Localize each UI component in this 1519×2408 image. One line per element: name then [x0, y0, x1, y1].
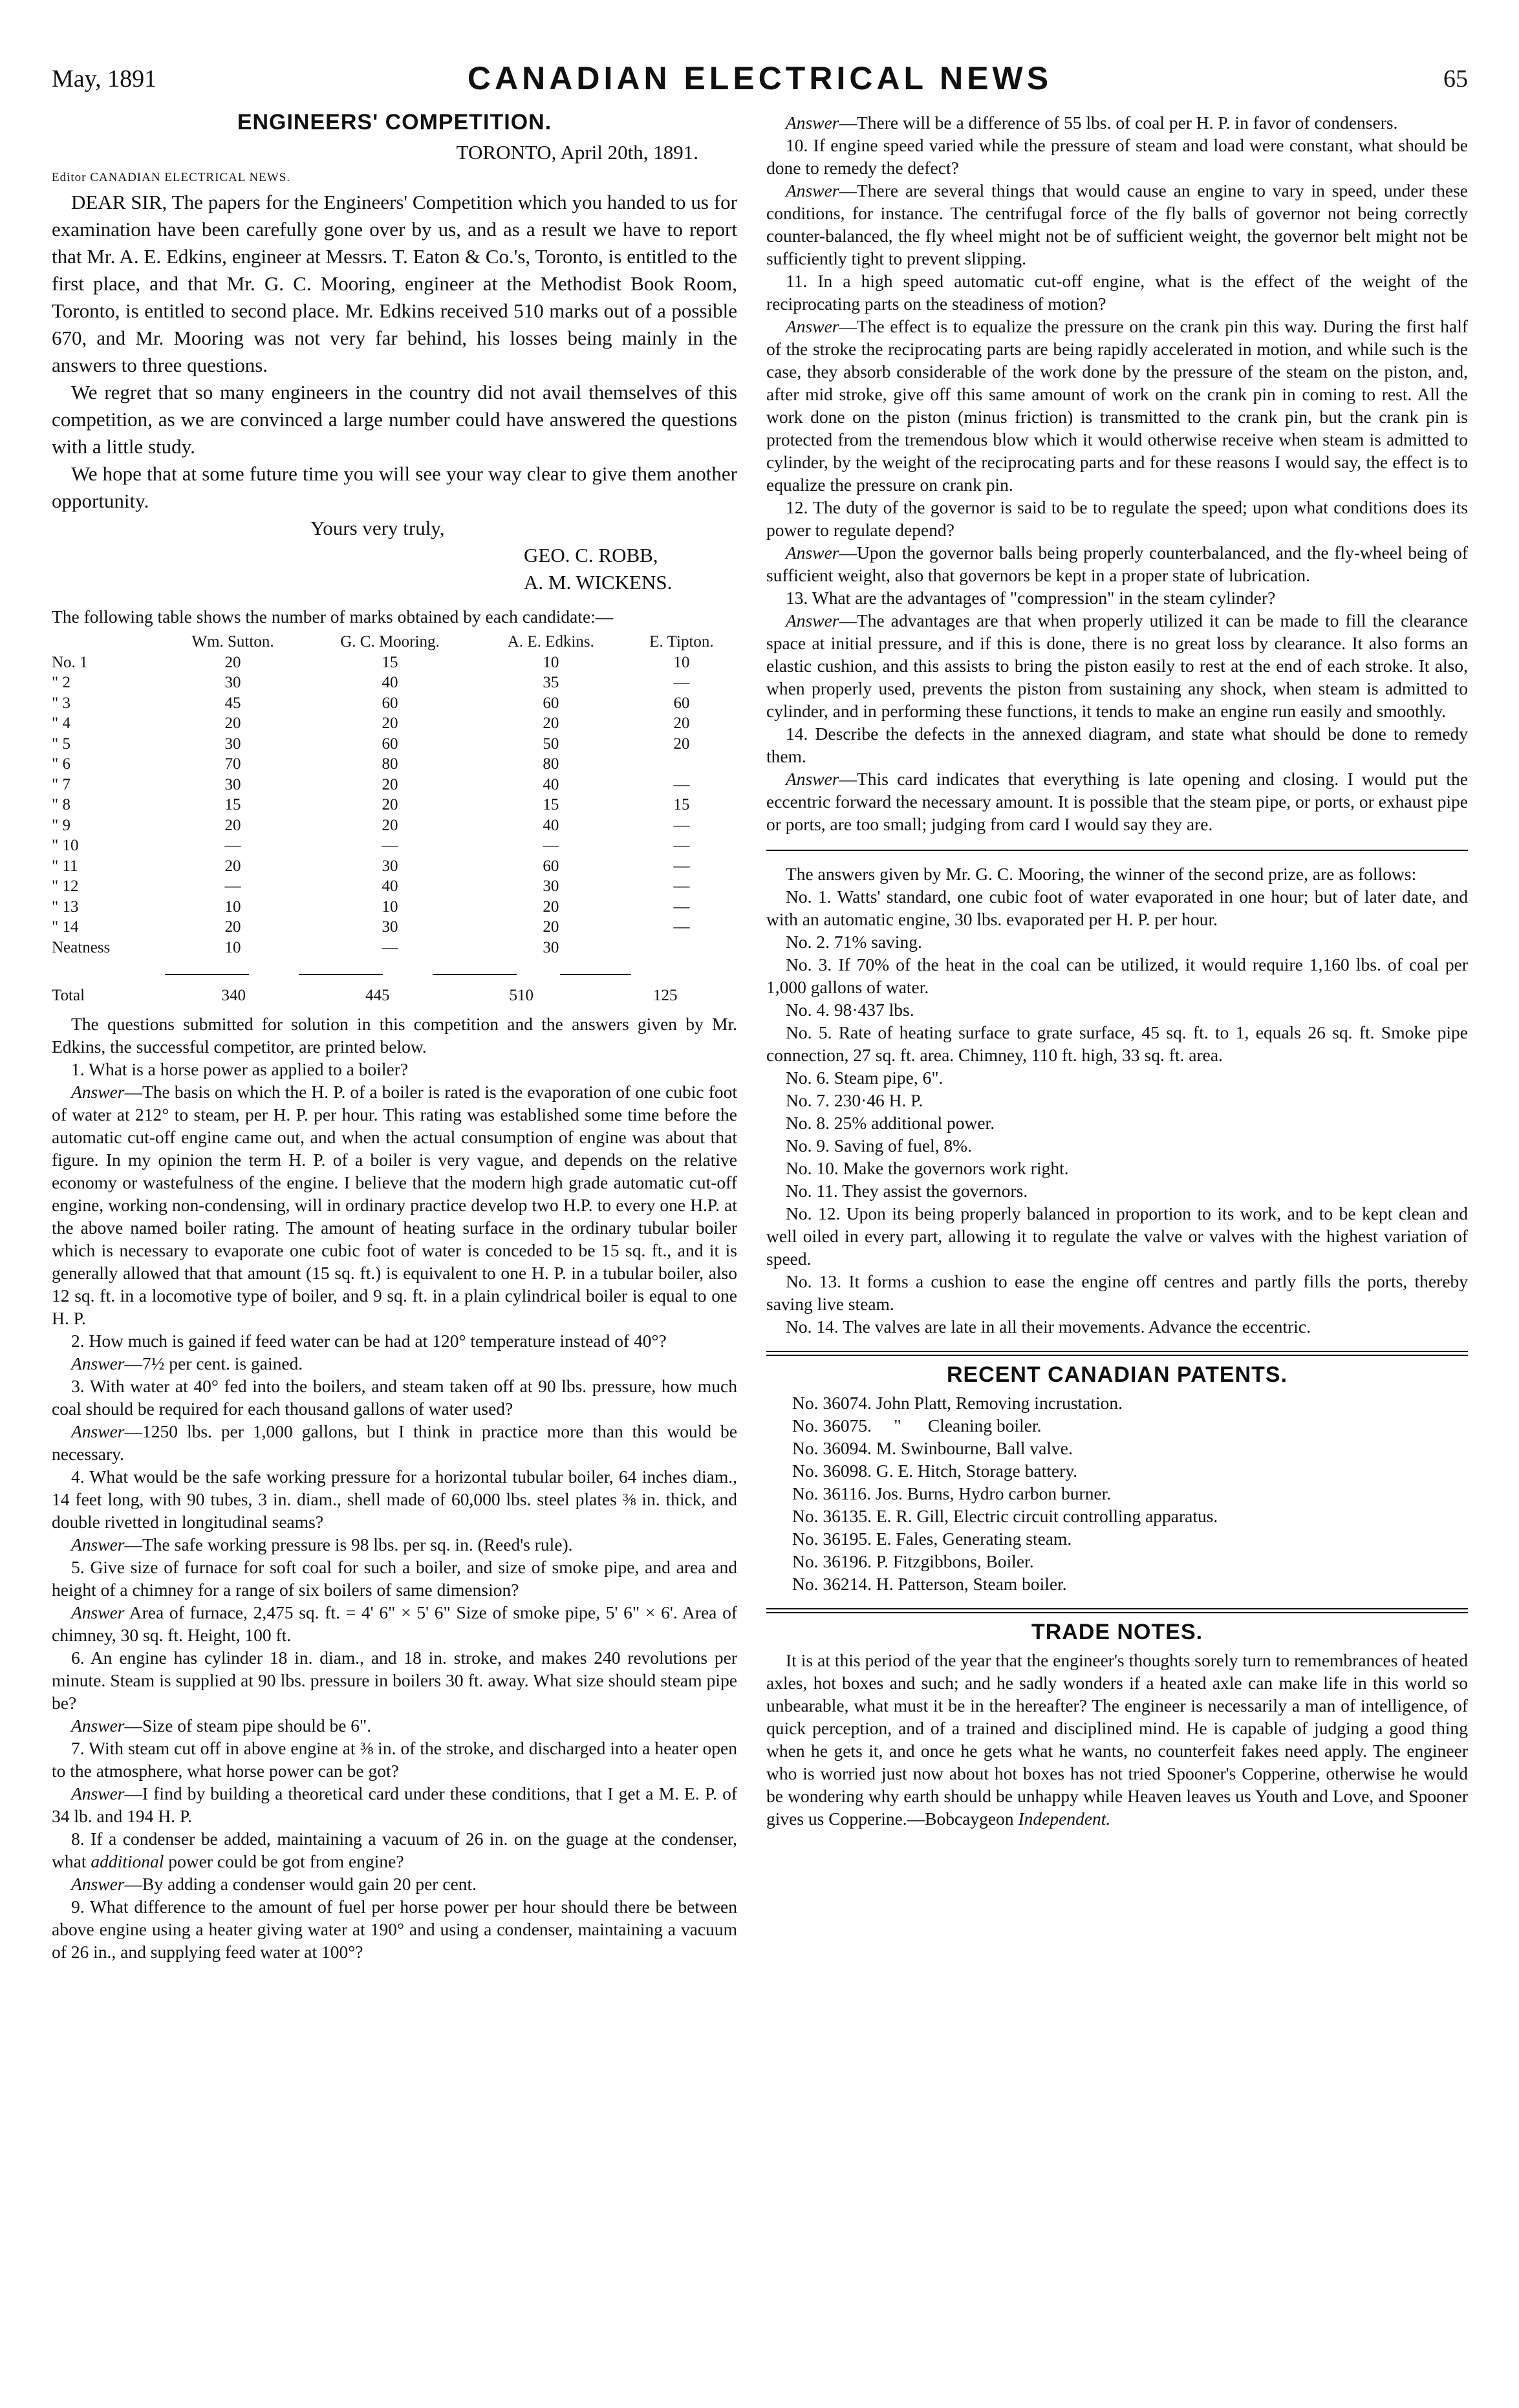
trade-notes-heading: TRADE NOTES. [1031, 1620, 1203, 1644]
list-item: No. 36214. H. Patterson, Steam boiler. [792, 1574, 1067, 1594]
answer-label: Answer [786, 610, 839, 630]
table-cell: 70 [224, 755, 241, 773]
table-cell: 30 [382, 918, 398, 936]
answer-label: Answer [71, 1353, 125, 1373]
patents-heading: RECENT CANADIAN PATENTS. [946, 1362, 1288, 1387]
answer-label: Answer [71, 1602, 125, 1622]
table-cell: 40 [543, 816, 559, 834]
answer-label: Answer [786, 316, 839, 336]
answer-label: Answer [71, 1873, 125, 1894]
table-cell: 60 [543, 857, 559, 875]
table-total-cell: 340 [221, 987, 246, 1004]
right-column [766, 111, 1468, 1830]
table-cell: 60 [673, 694, 690, 712]
answer: Answer—There are several things that would cause an engine to vary in speed, under these conditions, for instance. The centrifugal force of the fly balls of governor not being correctly counter-balanced, the fly wheel might not be of sufficient weight, the governor belt might not be sufficiently tight to prevent slipping. [766, 180, 1468, 268]
table-cell: " 8 [52, 796, 70, 813]
list-item: No. 7. 230·46 H. P. [786, 1090, 923, 1110]
table-row [52, 775, 737, 795]
table-cell: 60 [382, 694, 398, 712]
answer: Answer—There will be a difference of 55 lbs. of coal per H. P. in favor of condensers. [786, 113, 1398, 133]
left-column [52, 111, 737, 1963]
table-cell: 20 [224, 816, 241, 834]
table-cell: 10 [224, 898, 241, 916]
answer: Answer—The safe working pressure is 98 lbs. per sq. in. (Reed's rule). [71, 1534, 573, 1554]
table-cell: 15 [382, 653, 398, 671]
table-cell: 60 [543, 694, 559, 712]
table-cell: 20 [382, 816, 398, 834]
list-item: No. 36135. E. R. Gill, Electric circuit controlling apparatus. [792, 1506, 1218, 1526]
table-cell: 40 [382, 877, 398, 895]
table-row [52, 652, 737, 673]
table-total-cell: 125 [653, 987, 678, 1004]
section-divider [766, 1351, 1468, 1356]
table-cell: 15 [224, 796, 241, 813]
answer: Answer—The basis on which the H. P. of a boiler is rated is the evaporation of one cubic foot of water at 212° to steam, per H. P. per hour. This rating was established some time before the automatic cut-off engine came out, and when the actual consumption of engine was about that figure. In my opinion the term H. P. of a boiler is very vague, and depends on the relative economy or wastefulness of the engine. I believe that the modern high grade automatic cut-off engine, working non-condensing, will in ordinary practice develop two H.P. to every one H.P. at the above named boiler rating. The amount of heating surface in the ordinary tubular boiler which is necessary to evaporate one cubic foot of water is conceded to be 15 sq. ft., and it is generally allowed that that amount (15 sq. ft.) is equivalent to one H. P. in a tubular boiler, also 12 sq. ft. in a locomotive type of boiler, and 9 sq. ft. in a plain cylindrical boiler is equal to one H. P. [52, 1081, 737, 1328]
list-item: No. 12. Upon its being properly balanced in proportion to its work, and to be kept clean and well oiled in every part, allowing it to regulate the valve or valves with the highest variation of speed. [766, 1203, 1468, 1269]
table-cell: 30 [543, 877, 559, 895]
table-cell: — [543, 837, 559, 854]
table-cell: 10 [673, 653, 690, 671]
dateline: TORONTO, April 20th, 1891. [456, 141, 698, 164]
question: 8. If a condenser be added, maintaining a vacuum of 26 in. on the guage at the condenser, what additional power could be got from engine? [52, 1828, 737, 1871]
table-cell: — [224, 877, 241, 895]
question: 2. How much is gained if feed water can be had at 120° temperature instead of 40°? [71, 1330, 667, 1351]
table-total-cell: 510 [509, 987, 533, 1004]
table-row [52, 734, 737, 755]
list-item: No. 36196. P. Fitzgibbons, Boiler. [792, 1551, 1034, 1571]
list-item: No. 36094. M. Swinbourne, Ball valve. [792, 1438, 1073, 1458]
table-row [52, 795, 737, 815]
answer-label: Answer [71, 1534, 125, 1554]
answer-label: Answer [786, 113, 839, 133]
answer: Answer—The advantages are that when properly utilized it can be made to fill the clearance space at initial pressure, and if this is done, there is no great loss by clearance. It also forms an elastic cushion, and this assists to bring the piston easily to rest at the end of each stroke. It also, when properly used, prevents the piston from sustaining any shock, when steam is admitted to cylinder, and in performing these functions, it tends to make an engine run easily and smoothly. [766, 610, 1468, 721]
table-cell: 20 [224, 653, 241, 671]
letter-paragraph: We hope that at some future time you will see your way clear to give them another opportunity. [52, 462, 737, 512]
answer: Answer—This card indicates that everything is late opening and closing. I would put the eccentric forward the necessary amount. It is possible that the steam pipe, or ports, or exhaust pipe or ports, are too small; judging from card I would say they are. [766, 769, 1468, 834]
list-item: No. 36116. Jos. Burns, Hydro carbon burner. [792, 1483, 1112, 1503]
table-cell: 10 [543, 653, 559, 671]
list-item: No. 14. The valves are late in all their movements. Advance the eccentric. [786, 1317, 1311, 1337]
table-row [52, 856, 737, 877]
question: 1. What is a horse power as applied to a boiler? [71, 1059, 409, 1079]
question: 5. Give size of furnace for soft coal for such a boiler, and size of smoke pipe, and area and height of a chimney for a range of six boilers of same dimension? [52, 1556, 737, 1600]
question: 3. With water at 40° fed into the boilers, and steam taken off at 90 lbs. pressure, how much coal should be required for each thousand gallons of water used? [52, 1375, 737, 1419]
list-item: No. 5. Rate of heating surface to grate surface, 45 sq. ft. to 1, equals 26 sq. ft. Smoke pipe connection, 27 sq. ft. area. Chimney, 110 ft. high, 33 sq. ft. area. [766, 1022, 1468, 1065]
answer: Answer—I find by building a theoretical card under these conditions, that I get a M. E. P. of 34 lb. and 194 H. P. [52, 1783, 737, 1826]
list-item: No. 36195. E. Fales, Generating steam. [792, 1529, 1072, 1549]
table-cell: — [673, 837, 690, 854]
list-item: No. 6. Steam pipe, 6". [786, 1068, 943, 1088]
publication-title: CANADIAN ELECTRICAL NEWS [467, 60, 1053, 96]
table-cell: — [673, 816, 690, 834]
list-item: No. 4. 98·437 lbs. [786, 1000, 914, 1020]
table-cell: " 11 [52, 857, 78, 875]
patent-list [766, 1392, 1468, 1595]
answer: Answer—Upon the governor balls being properly counterbalanced, and the fly-wheel being of sufficient weight, also that governors be kept in a proper state of lubrication. [766, 543, 1468, 585]
table-cell: 20 [224, 715, 241, 732]
table-cell: " 4 [52, 715, 70, 732]
question: 4. What would be the safe working pressure for a horizontal tubular boiler, 64 inches diam., 14 feet long, with 90 tubes, 3 in. diam., shell made of 60,000 lbs. steel plates ⅜ in. thick, and double rivetted in longitudinal seams? [52, 1466, 737, 1532]
question: 6. An engine has cylinder 18 in. diam., and 18 in. stroke, and makes 240 revolutions per minute. Steam is supplied at 90 lbs. pressure in boilers 30 ft. away. What size should steam pipe be? [52, 1647, 737, 1713]
table-cell: 20 [673, 715, 690, 732]
answer: Answer—1250 lbs. per 1,000 gallons, but I think in practice more than this would be necessary. [52, 1421, 737, 1464]
table-header-cell: A. E. Edkins. [507, 633, 594, 650]
trade-notes-text: It is at this period of the year that the engineer's thoughts sorely turn to remembrances of heated axles, hot boxes and such; and he sadly wonders if a heated axle can make life in this world so unbearable, what must it be in the hereafter? The engineer is necessarily a man of intelligence, of quick perception, and of a trained and disciplined mind. He is capable of judging a good thing when he gets it, and once he gets what he wants, no counterfeit fakes need apply. The engineer who is worried just now about hot boxes has not tried Spooner's Copperine, otherwise he would be wondering why earth should be unhappy while Heaven leaves us Youth and Love, and Spooner gives us Copperine.—Bobcaygeon Independent. [766, 1650, 1468, 1829]
list-item: No. 3. If 70% of the heat in the coal can be utilized, it would require 1,160 lbs. of coal per 1,000 gallons of water. [766, 954, 1468, 997]
table-cell: No. 1 [52, 653, 88, 671]
question: 10. If engine speed varied while the pressure of steam and load were constant, what should be done to remedy the defect? [766, 135, 1468, 178]
list-item: No. 9. Saving of fuel, 8%. [786, 1135, 972, 1156]
table-cell: — [673, 877, 690, 895]
table-cell: 60 [382, 735, 398, 753]
signature: A. M. WICKENS. [524, 571, 673, 594]
table-cell: — [673, 674, 690, 691]
table-cell: 30 [224, 674, 241, 691]
question: 9. What difference to the amount of fuel per horse power per hour should there be between above engine using a heater giving water at 190° and using a condenser, maintaining a vacuum of 26 in., and supplying feed water at 100°? [52, 1896, 737, 1962]
table-row [52, 897, 737, 918]
list-item: No. 1. Watts' standard, one cubic foot of water evaporated in one hour; but of later date, and with an automatic engine, 30 lbs. evaporated per H. P. per hour. [766, 887, 1468, 929]
question: 14. Describe the defects in the annexed diagram, and state what should be done to remedy them. [766, 724, 1468, 766]
answer-label: Answer [786, 180, 839, 200]
table-row [52, 876, 737, 897]
issue-date: May, 1891 [52, 65, 157, 92]
marks-table [52, 632, 737, 958]
list-item: No. 36074. John Platt, Removing incrustation. [792, 1393, 1123, 1413]
table-cell: 40 [382, 674, 398, 691]
table-cell [626, 754, 737, 775]
table-cell: 45 [224, 694, 241, 712]
answer-label: Answer [786, 543, 839, 563]
list-item: No. 8. 25% additional power. [786, 1113, 995, 1133]
list-item: No. 10. Make the governors work right. [786, 1158, 1069, 1178]
table-cell: " 3 [52, 694, 70, 712]
letter-closing: Yours very truly, [310, 517, 445, 539]
answer: Answer—Size of steam pipe should be 6". [71, 1715, 372, 1736]
question: 7. With steam cut off in above engine at ⅜ in. of the stroke, and discharged into a heater open to the atmosphere, what horse power can be got? [52, 1737, 737, 1781]
engineers-competition-heading: ENGINEERS' COMPETITION. [237, 110, 552, 134]
table-cell: 40 [543, 775, 559, 793]
list-item: No. 11. They assist the governors. [786, 1181, 1028, 1201]
list-item: No. 2. 71% saving. [786, 932, 922, 952]
answer-label: Answer [71, 1081, 125, 1102]
answer: Answer Area of furnace, 2,475 sq. ft. = 4' 6" × 5' 6" Size of smoke pipe, 5' 6" × 6'. Area of chimney, 30 sq. ft. Height, 100 ft. [52, 1602, 738, 1645]
table-cell: 20 [382, 796, 398, 813]
table-cell: 50 [543, 735, 559, 753]
table-cell: — [673, 898, 690, 916]
totals-table [52, 985, 737, 1006]
table-cell: 10 [382, 898, 398, 916]
table-cell: 30 [382, 857, 398, 875]
table-cell: — [673, 918, 690, 936]
table-cell: 20 [224, 918, 241, 936]
table-cell: 20 [224, 857, 241, 875]
letter-paragraph: DEAR SIR, The papers for the Engineers' Competition which you handed to us for examination have been carefully gone over by us, and as a result we have to report that Mr. A. E. Edkins, engineer at Messrs. T. Eaton & Co.'s, Toronto, is entitled to the first place, and that Mr. G. C. Mooring, engineer at the Methodist Book Room, Toronto, is entitled to second place. Mr. Edkins received 510 marks out of a possible 670, and Mr. Mooring was not very far behind, his losses being mainly in the answers to three questions. [52, 191, 737, 376]
table-row [52, 917, 737, 938]
table-cell: " 12 [52, 877, 79, 895]
table-header-cell [52, 632, 162, 652]
answer: Answer—The effect is to equalize the pressure on the crank pin this way. During the first half of the stroke the reciprocating parts are being rapidly accelerated in motion, and while such is the case, they absorb considerable of the work done by the pressure of the steam on the piston, and, after mid stroke, give off this same amount of work on the crank pin in coming to rest. All the work done on the piston (minus friction) is transmitted to the crank pin, but the crank pin is protected from the tremendous blow which it would otherwise receive when steam is admitted to cylinder, by the weight of the reciprocating parts and for these reasons I would say, the effect is to equalize the pressure on crank pin. [766, 316, 1468, 495]
answer-label: Answer [786, 769, 839, 789]
table-cell: — [673, 857, 690, 875]
answer-label: Answer [71, 1783, 125, 1803]
list-item: No. 36098. G. E. Hitch, Storage battery. [792, 1461, 1078, 1481]
section-divider [766, 850, 1468, 851]
table-header-cell: Wm. Sutton. [191, 633, 274, 650]
table-cell: 20 [673, 735, 690, 753]
table-cell: 10 [224, 938, 241, 956]
section-divider [766, 1608, 1468, 1613]
table-row [52, 754, 737, 775]
table-header-cell: E. Tipton. [649, 633, 714, 650]
table-cell: 30 [543, 938, 559, 956]
table-cell: " 6 [52, 755, 70, 773]
table-cell: 20 [543, 715, 559, 732]
page-number: 65 [1443, 65, 1468, 92]
table-body [52, 652, 737, 958]
table-cell: 20 [543, 898, 559, 916]
table-row [52, 672, 737, 693]
answer-label: Answer [71, 1715, 125, 1736]
table-cell: " 5 [52, 735, 70, 753]
table-cell: 20 [382, 715, 398, 732]
question: 13. What are the advantages of "compression" in the steam cylinder? [786, 588, 1276, 608]
table-cell: 80 [382, 755, 398, 773]
editor-address: Editor CANADIAN ELECTRICAL NEWS. [52, 171, 291, 184]
answer-label: Answer [71, 1421, 125, 1441]
answer: Answer—By adding a condenser would gain 20 per cent. [71, 1873, 477, 1894]
table-cell: Neatness [52, 938, 111, 956]
mooring-answers [766, 885, 1468, 1338]
table-total-row [52, 985, 737, 1006]
table-cell: 30 [224, 775, 241, 793]
table-cell: 80 [543, 755, 559, 773]
table-cell: " 7 [52, 775, 70, 793]
signature: GEO. C. ROBB, [524, 544, 658, 566]
answer: Answer—7½ per cent. is gained. [71, 1353, 303, 1373]
question: 11. In a high speed automatic cut-off engine, what is the effect of the weight of the reciprocating parts on the steadiness of motion? [766, 271, 1468, 314]
table-cell: 20 [382, 775, 398, 793]
table-cell: 35 [543, 674, 559, 691]
table-total-cell: Total [52, 987, 85, 1004]
table-total-cell: 445 [365, 987, 390, 1004]
table-cell: — [382, 938, 398, 956]
table-cell: 20 [543, 918, 559, 936]
table-cell [626, 938, 737, 958]
table-cell: 15 [543, 796, 559, 813]
table-row [52, 938, 737, 958]
table-row [52, 835, 737, 856]
table-row [52, 693, 737, 714]
table-row [52, 713, 737, 734]
table-cell: " 9 [52, 816, 70, 834]
letter-paragraph: We regret that so many engineers in the country did not avail themselves of this competition, as we are convinced a large number could have answered the questions with a little study. [52, 381, 737, 458]
table-header-row [52, 632, 737, 652]
table-cell: — [382, 837, 398, 854]
mooring-intro: The answers given by Mr. G. C. Mooring, the winner of the second prize, are as follows: [786, 864, 1417, 884]
table-cell: — [224, 837, 241, 854]
table-intro: The following table shows the number of marks obtained by each candidate:— [52, 607, 614, 627]
table-cell: 30 [224, 735, 241, 753]
table-cell: " 13 [52, 898, 79, 916]
table-cell: — [673, 775, 690, 793]
list-item: No. 36075. " Cleaning boiler. [792, 1415, 1042, 1435]
question: 12. The duty of the governor is said to be to regulate the speed; upon what conditions does its power to regulate depend? [766, 497, 1468, 540]
table-cell: " 2 [52, 674, 70, 691]
list-item: No. 13. It forms a cushion to ease the engine off centres and partly fills the ports, thereby saving live steam. [766, 1271, 1468, 1314]
qa-intro: The questions submitted for solution in this competition and the answers given by Mr. Edkins, the successful competitor, are printed below. [52, 1013, 737, 1057]
table-header-cell: G. C. Mooring. [340, 633, 440, 650]
table-cell: " 14 [52, 918, 79, 936]
table-cell: " 10 [52, 837, 79, 854]
page-header [52, 59, 1468, 98]
table-row [52, 815, 737, 836]
table-cell: 15 [673, 796, 690, 813]
